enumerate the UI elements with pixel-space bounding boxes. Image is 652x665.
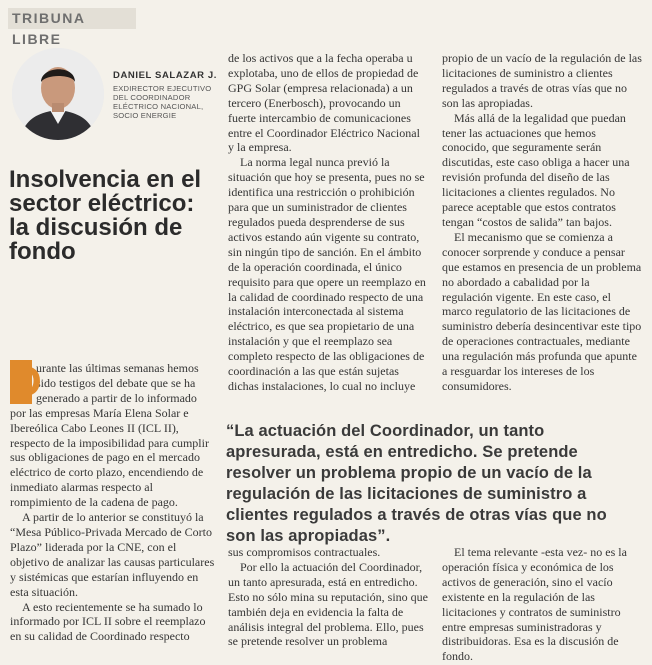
author-name: DANIEL SALAZAR J.	[113, 70, 217, 81]
author-byline	[113, 70, 223, 120]
paragraph: La norma legal nunca previó la situación que hoy se presenta, pues no se identifica una restricción o prohibición para que un suministrador de clientes regulados pueda desprenderse de sus activos estando aún vigente su contrato, sin ningún tipo de sanción. En el ámbito de la operación coordinada, el único requisito para que opere un reemplazo en la calidad de coordinado respecto de una instalación interconectada al sistema eléctrico, es que sea propietario de una instalación y que el reemplazo sea completo respecto de las obligaciones de coordinación a las que están sujetas dichas instalaciones, lo cual no incluye	[228, 155, 426, 393]
column-1	[10, 357, 215, 644]
column-3	[442, 51, 642, 394]
paragraph: A esto recientemente se ha sumado lo informado por ICL II sobre el reemplazo en su calidad de Coordinado respecto	[10, 599, 206, 644]
paragraph	[10, 357, 215, 510]
author-portrait-icon	[12, 48, 104, 140]
column-4	[228, 545, 428, 649]
paragraph: de los activos que a la fecha operaba u explotaba, uno de ellos de propiedad de GPG Solar (empresa relacionada) a un tercero (Enerbosch), provocando un fuerte intercambio de comunicaciones entre el Coordinador Eléctrico Nacional y la empresa.	[228, 51, 420, 155]
section-tag: TRIBUNA LIBRE	[8, 8, 136, 29]
dropcap: D	[10, 357, 42, 406]
column-2	[228, 51, 428, 394]
pull-quote: “La actuación del Coordinador, un tanto apresurada, está en entredicho. Se pretende resolver un problema propio de un vacío de la regulación de las licitaciones de suministro a clientes regulados a través de otras vías que no son las apropiadas”.	[226, 422, 607, 545]
headline: Insolvencia en el sector eléctrico: la discusión de fondo	[9, 166, 202, 265]
paragraph: El tema relevante -esta vez- no es la operación física y económica de los activos de generación, sino el vacío existente en la regulación de las licitaciones y contratos de suministro entre empresas suministradoras y distribuidoras. Esa es la discusión de fondo.	[442, 545, 627, 664]
paragraph: A partir de lo anterior se constituyó la “Mesa Público-Privada Mercado de Corto Plazo” liderada por la CNE, con el objetivo de analizar las causas particulares y sistémicas que estarían influyendo en esta situación.	[10, 510, 215, 599]
column-5	[442, 545, 642, 664]
paragraph: El mecanismo que se comienza a conocer sorprende y conduce a pensar que estamos en presencia de un problema no abordado a cabalidad por la regulación vigente. En este caso, el marco regulatorio de las licitaciones de suministro debería desincentivar este tipo de operaciones contractuales, mediante una regulación más profunda que apunte a resguardar los intereses de los consumidores.	[442, 229, 642, 393]
author-photo	[12, 48, 104, 140]
paragraph: sus compromisos contractuales.	[228, 545, 381, 559]
author-role: EXDIRECTOR EJECUTIVO DEL COORDINADOR ELÉCTRICO NACIONAL, SOCIO ENERGIE	[113, 84, 212, 120]
paragraph-text: urante las últimas semanas hemos sido testigos del debate que se ha generado a partir de lo informado por las empresas María Elena Solar e Ibereólica Cabo Leones II (ICL II), respecto de la imposibilidad para cumplir sus obligaciones de pago en el mercado eléctrico de corto plazo, encendiendo de inmediato alarmas respecto al rompimiento de la cadena de pago.	[10, 361, 209, 510]
paragraph: propio de un vacío de la regulación de las licitaciones de suministro a clientes regulados a través de otras vías que no son las apropiadas.	[442, 51, 642, 110]
paragraph: Por ello la actuación del Coordinador, un tanto apresurada, está en entredicho. Esto no sólo mina su reputación, sino que también deja en evidencia la falta de análisis integral del problema. Ello, pues se pretende resolver un problema	[228, 559, 428, 649]
paragraph: Más allá de la legalidad que puedan tener las actuaciones que hemos conocido, que seguramente serán discutidas, este caso obliga a hacer una revisión profunda del diseño de las licitaciones a clientes regulados. No parece aceptable que estos contratos tengan “costos de salida” tan bajos.	[442, 110, 630, 229]
